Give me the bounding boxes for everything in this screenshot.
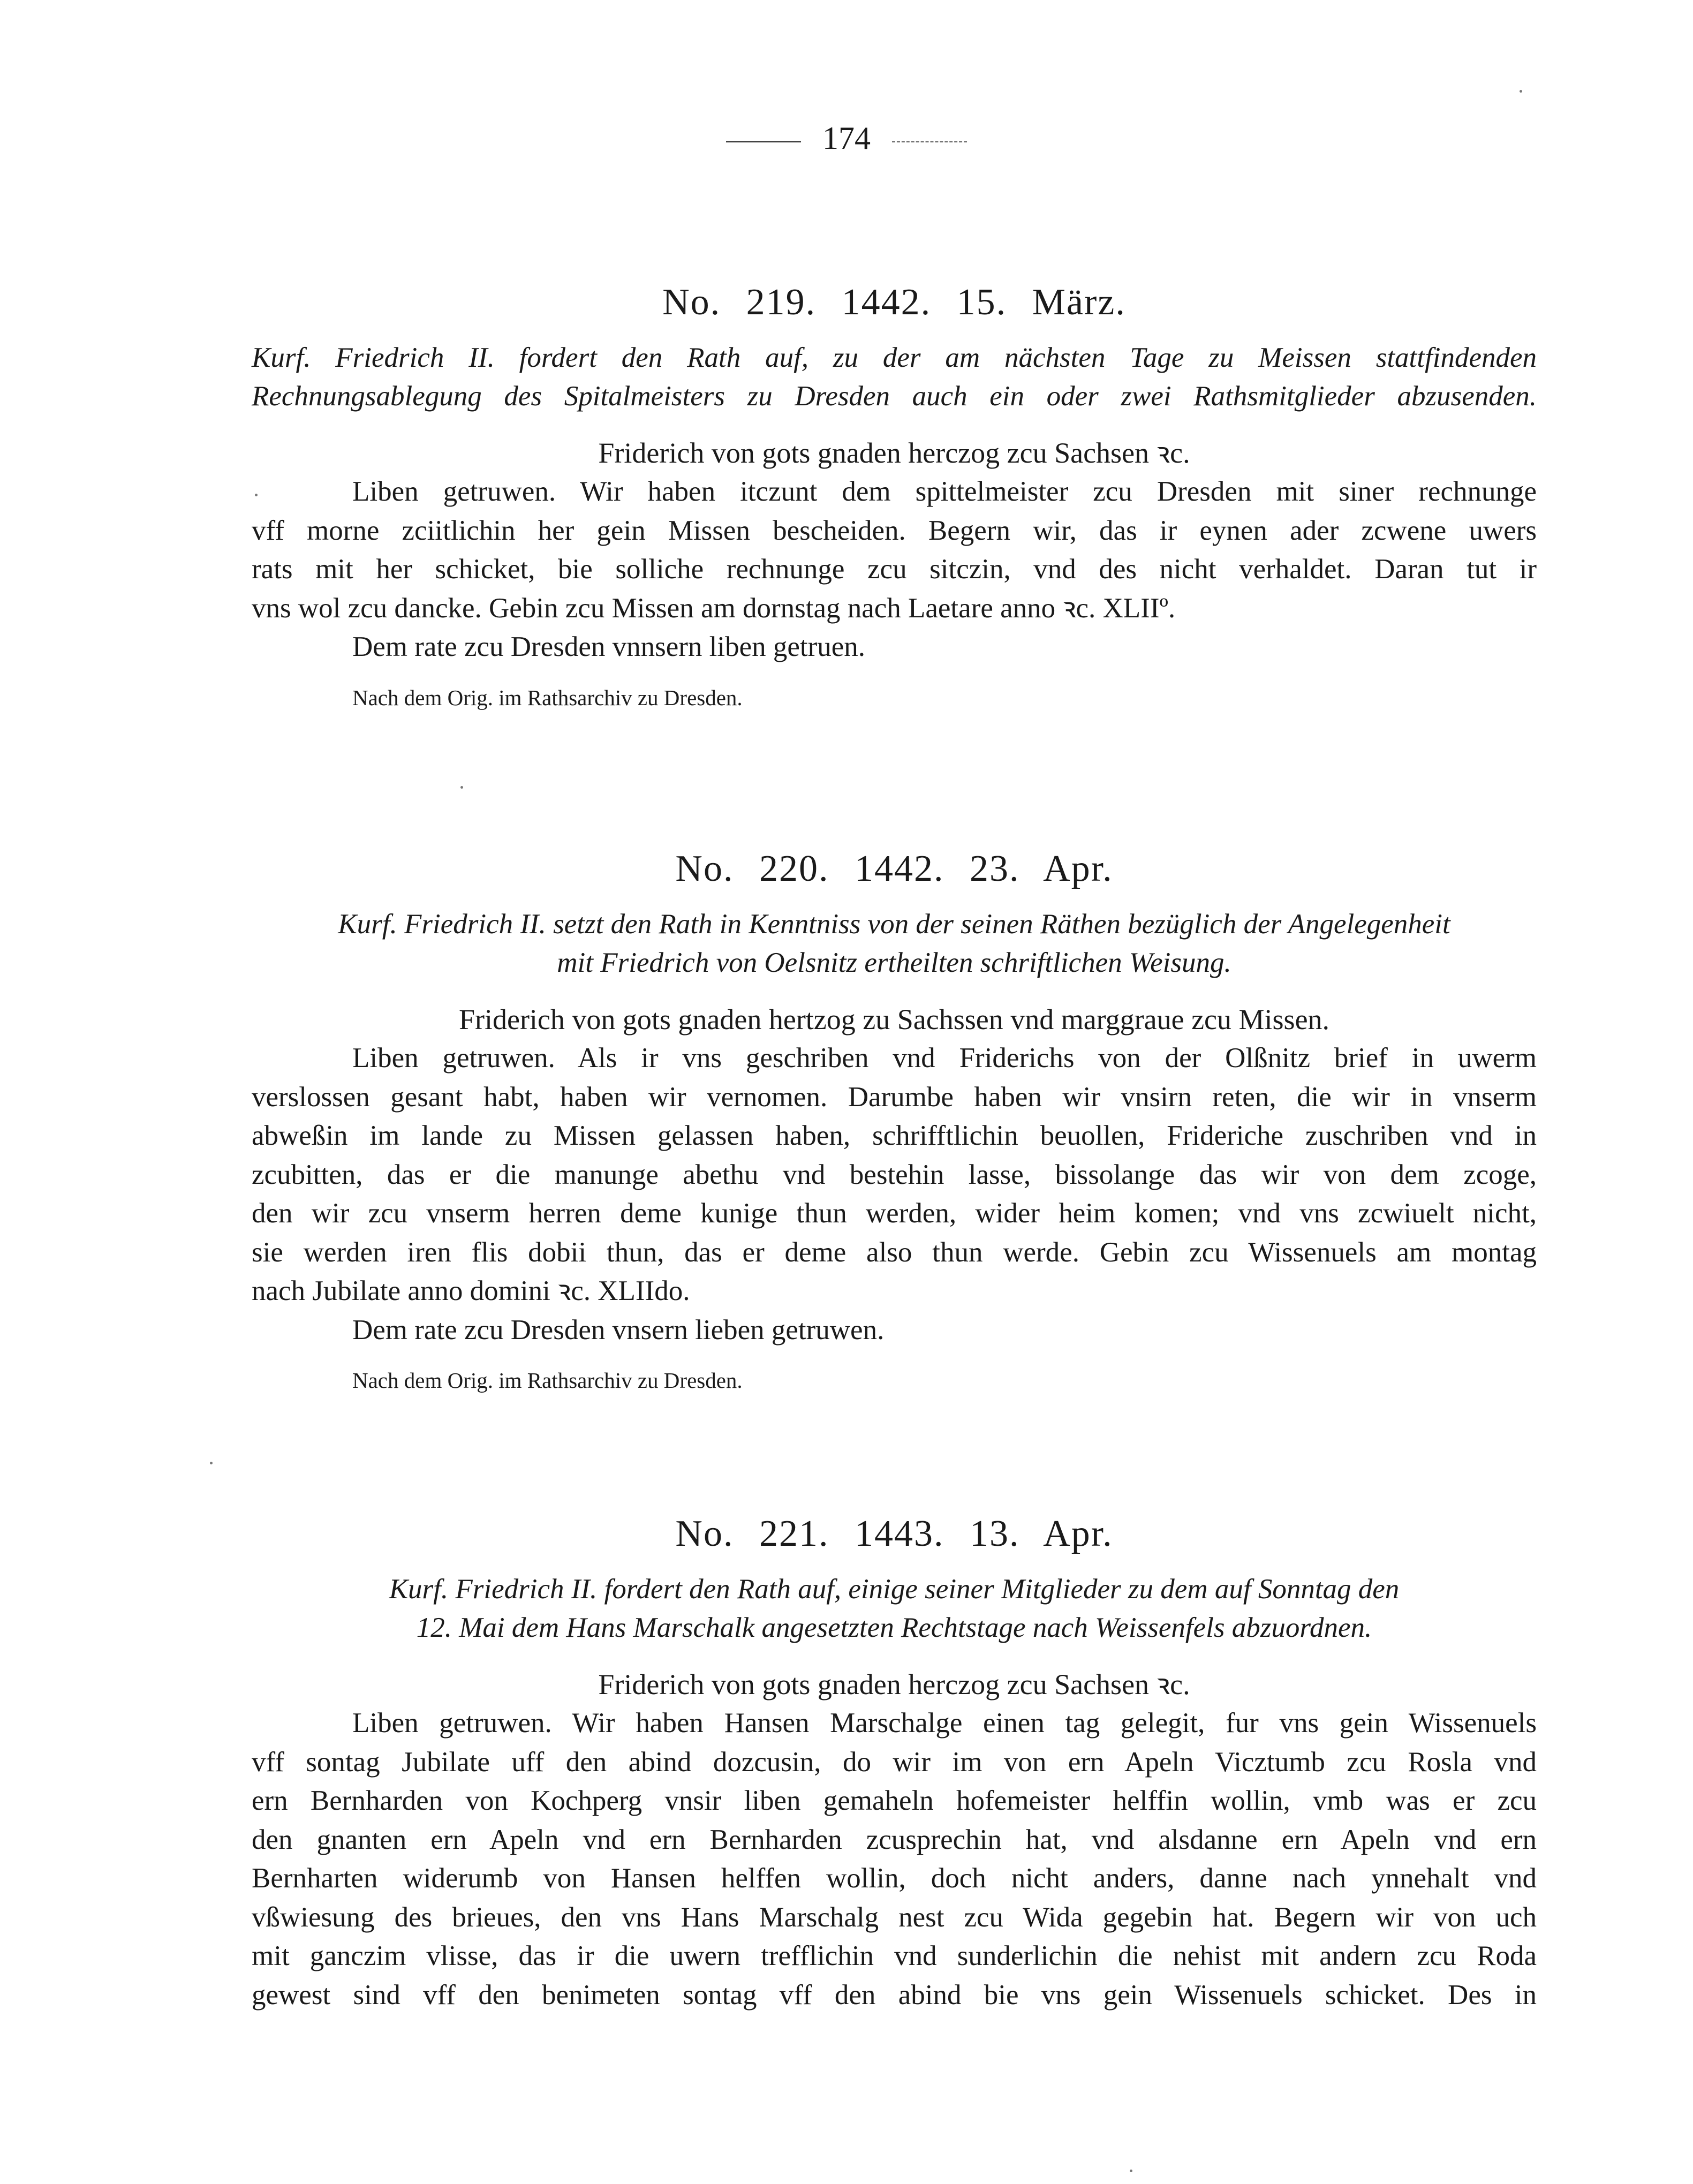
entry-source: Nach dem Orig. im Rathsarchiv zu Dresden. xyxy=(352,1368,743,1393)
entry-body xyxy=(252,1039,1537,1311)
header-rule-left xyxy=(726,141,801,142)
body-line: vff morne zciitlichin her gein Missen bescheiden. Begern wir, das ir eynen ader zcwene uwers xyxy=(252,515,1537,546)
entry-body xyxy=(252,1704,1537,2014)
summary-line: Kurf. Friedrich II. fordert den Rath auf, zu der am nächsten Tage zu Meissen stattfindenden xyxy=(252,342,1537,373)
entry-summary xyxy=(252,338,1537,415)
body-line: Bernharten widerumb von Hansen helffen wollin, doch nicht anders, danne nach ynnehalt vnd xyxy=(252,1863,1537,1894)
summary-line: Kurf. Friedrich II. fordert den Rath auf, einige seiner Mitglieder zu dem auf Sonntag den xyxy=(389,1574,1400,1605)
header-rule-right xyxy=(892,141,967,142)
body-line: Liben getruwen. Als ir vns geschriben vnd Friderichs von der Olßnitz brief in uwerm xyxy=(352,1042,1537,1074)
page-header xyxy=(0,117,1693,160)
body-line: vßwiesung des brieues, den vns Hans Marschalg nest zcu Wida gegebin hat. Begern wir von uch xyxy=(252,1901,1537,1933)
entry-closing: Dem rate zcu Dresden vnsern lieben getruwen. xyxy=(352,1314,885,1346)
entry-address: Friderich von gots gnaden herczog zcu Sachsen ꝛc. xyxy=(598,1668,1190,1701)
entry-source: Nach dem Orig. im Rathsarchiv zu Dresden. xyxy=(352,685,743,710)
entry-closing: Dem rate zcu Dresden vnnsern liben getruen. xyxy=(352,631,866,662)
entry-address: Friderich von gots gnaden herczog zcu Sachsen ꝛc. xyxy=(598,437,1190,469)
scan-speck xyxy=(255,494,258,496)
summary-line: mit Friedrich von Oelsnitz ertheilten schriftlichen Weisung. xyxy=(557,947,1231,978)
entry-body xyxy=(252,472,1537,628)
page-number: 174 xyxy=(822,120,871,156)
body-line: zcubitten, das er die manunge abethu vnd bestehin lasse, bissolange das wir von dem zcoge, xyxy=(252,1159,1537,1190)
summary-line: Rechnungsablegung des Spitalmeisters zu Dresden auch ein oder zwei Rathsmitglieder abzusenden. xyxy=(252,381,1537,412)
body-line: verslossen gesant habt, haben wir vernomen. Darumbe haben wir vnsirn reten, die wir in vnserm xyxy=(252,1081,1537,1113)
summary-line: 12. Mai dem Hans Marschalk angesetzten Rechtstage nach Weissenfels abzuordnen. xyxy=(416,1612,1372,1643)
summary-line: Kurf. Friedrich II. setzt den Rath in Kenntniss von der seinen Räthen bezüglich der Angelegenheit xyxy=(338,909,1450,940)
body-line: vff sontag Jubilate uff den abind dozcusin, do wir im von ern Apeln Vicztumb zcu Rosla vnd xyxy=(252,1746,1537,1778)
scan-speck xyxy=(1520,90,1522,93)
entry-title: No. 221. 1443. 13. Apr. xyxy=(675,1513,1113,1554)
scan-speck xyxy=(1130,2170,1132,2172)
body-line: Liben getruwen. Wir haben itczunt dem spittelmeister zcu Dresden mit siner rechnunge xyxy=(352,476,1537,507)
scan-speck xyxy=(460,786,463,789)
body-line: abweßin im lande zu Missen gelassen haben, schrifftlichin beuollen, Frideriche zuschriben vnd in xyxy=(252,1120,1537,1151)
entry-221 xyxy=(252,1510,1537,2014)
entry-address: Friderich von gots gnaden hertzog zu Sachssen vnd marggraue zcu Missen. xyxy=(458,1003,1330,1036)
entry-summary xyxy=(252,1570,1537,1647)
entry-220 xyxy=(252,845,1537,1396)
body-line: Liben getruwen. Wir haben Hansen Marschalge einen tag gelegit, fur vns gein Wissenuels xyxy=(352,1707,1537,1739)
body-line: den wir zcu vnserm herren deme kunige thun werden, wider heim komen; vnd vns zcwiuelt nicht, xyxy=(252,1198,1537,1229)
scan-speck xyxy=(210,1462,213,1464)
body-line: rats mit her schicket, bie solliche rechnunge zcu sitczin, vnd des nicht verhaldet. Daran tut ir xyxy=(252,554,1537,585)
body-line: ern Bernharden von Kochperg vnsir liben gemaheln hofemeister helffin wollin, vmb was er zcu xyxy=(252,1785,1537,1816)
entry-summary xyxy=(252,905,1537,982)
body-line: vns wol zcu dancke. Gebin zcu Missen am dornstag nach Laetare anno ꝛc. XLIIº. xyxy=(252,592,1176,624)
body-line: nach Jubilate anno domini ꝛc. XLIIdo. xyxy=(252,1275,690,1306)
body-line: sie werden iren flis dobii thun, das er deme also thun werde. Gebin zcu Wissenuels am montag xyxy=(252,1236,1537,1268)
entry-title: No. 219. 1442. 15. März. xyxy=(662,282,1126,323)
body-line: den gnanten ern Apeln vnd ern Bernharden zcusprechin hat, vnd alsdanne ern Apeln vnd ern xyxy=(252,1824,1537,1855)
body-line: mit ganczim vlisse, das ir die uwern trefflichin vnd sunderlichin die nehist mit andern zcu Roda xyxy=(252,1940,1537,1971)
body-line: gewest sind vff den benimeten sontag vff den abind bie vns gein Wissenuels schicket. Des in xyxy=(252,1979,1537,2011)
entry-title: No. 220. 1442. 23. Apr. xyxy=(675,848,1113,889)
entry-219 xyxy=(252,278,1537,714)
